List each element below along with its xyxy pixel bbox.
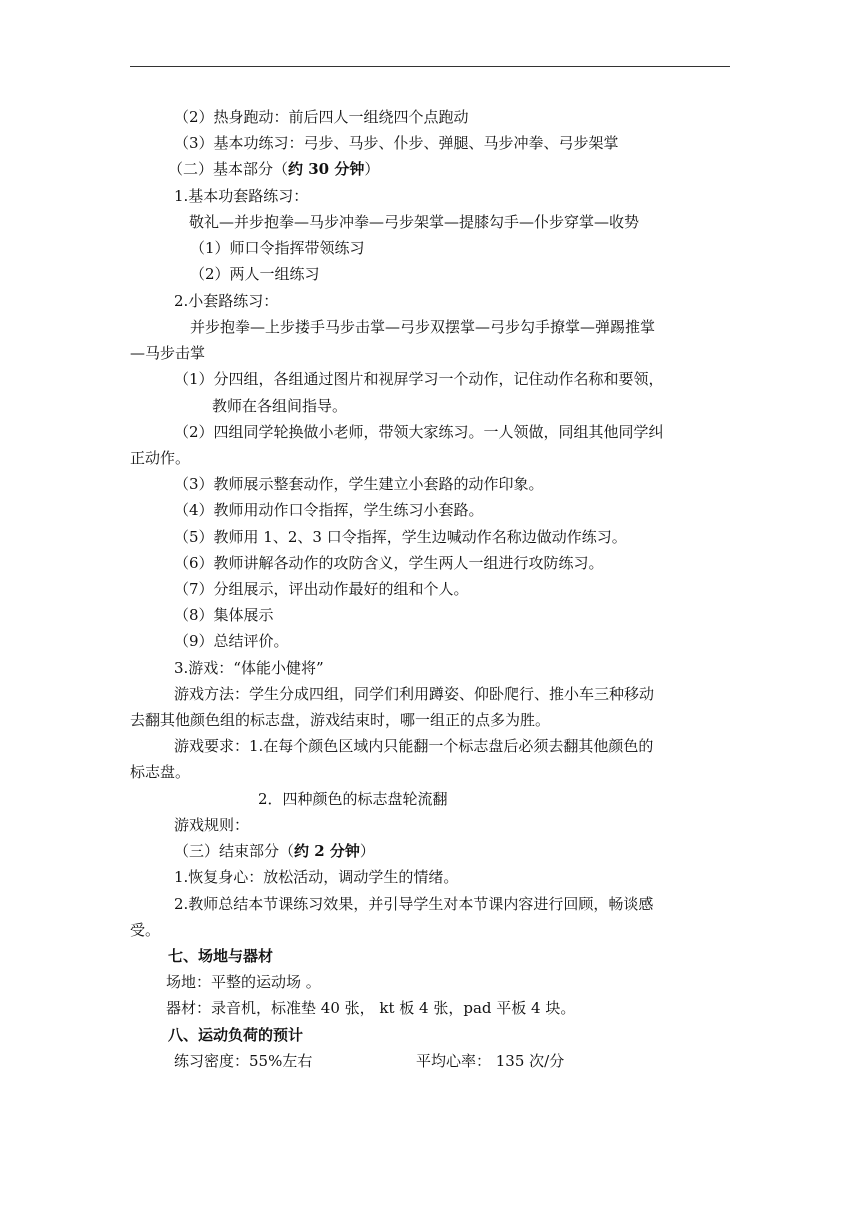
average-heart-rate: 平均心率： 135 次/分 xyxy=(416,1052,565,1070)
item-basic-routine: 1.基本功套路练习： xyxy=(174,187,309,205)
heading-exercise-load: 八、运动负荷的预计 xyxy=(168,1026,304,1044)
step-1-line-b: 教师在各组间指导。 xyxy=(212,397,348,415)
ending-item-2-line-a: 2.教师总结本节课练习效果，并引导学生对本节课内容进行回顾，畅谈感 xyxy=(174,895,654,913)
item-game: 3.游戏：“体能小健将” xyxy=(174,659,324,677)
small-routine-sequence-cont: —马步击掌 xyxy=(130,344,206,362)
basic-skills-line: （3）基本功练习：弓步、马步、仆步、弹腿、马步冲拳、弓步架掌 xyxy=(174,134,619,152)
game-method-line-a: 游戏方法：学生分成四组，同学们利用蹲姿、仰卧爬行、推小车三种移动 xyxy=(174,685,655,703)
game-requirement-line-a: 游戏要求：1.在每个颜色区域内只能翻一个标志盘后必须去翻其他颜色的 xyxy=(174,737,654,755)
warmup-run-line: （2）热身跑动：前后四人一组绕四个点跑动 xyxy=(174,108,469,126)
step-2-line-a: （2）四组同学轮换做小老师，带领大家练习。一人领做，同组其他同学纠 xyxy=(174,423,664,441)
ending-item-2-line-b: 受。 xyxy=(130,921,161,939)
routine-step-1: （1）师口令指挥带领练习 xyxy=(190,239,365,257)
routine-step-2: （2）两人一组练习 xyxy=(190,265,320,283)
section-ending-close: ） xyxy=(359,842,375,860)
equipment-line: 器材：录音机，标准垫 40 张， kt 板 4 张，pad 平板 4 块。 xyxy=(166,999,576,1017)
step-8: （8）集体展示 xyxy=(174,606,274,624)
step-3: （3）教师展示整套动作，学生建立小套路的动作印象。 xyxy=(174,475,544,493)
header-rule xyxy=(130,66,730,67)
section-ending-label: （三）结束部分（ xyxy=(174,842,295,860)
game-requirement-2: 2．四种颜色的标志盘轮流翻 xyxy=(258,790,448,808)
section-basic-close: ） xyxy=(364,160,380,178)
section-basic-label: （二）基本部分（ xyxy=(168,160,289,178)
game-requirement-line-b: 标志盘。 xyxy=(130,763,191,781)
section-ending-duration: 约 2 分钟 xyxy=(294,842,360,860)
step-7: （7）分组展示，评出动作最好的组和个人。 xyxy=(174,580,469,598)
step-9: （9）总结评价。 xyxy=(174,632,289,650)
section-basic-part xyxy=(168,159,379,179)
small-routine-sequence: 并步抱拳—上步搂手马步击掌—弓步双摆掌—弓步勾手撩掌—弹踢推掌 xyxy=(190,318,656,336)
section-basic-duration: 约 30 分钟 xyxy=(288,160,365,178)
game-rules: 游戏规则： xyxy=(174,816,250,834)
ending-item-1: 1.恢复身心：放松活动，调动学生的情绪。 xyxy=(174,868,459,886)
step-4: （4）教师用动作口令指挥，学生练习小套路。 xyxy=(174,501,484,519)
step-5: （5）教师用 1、2、3 口令指挥，学生边喊动作名称边做动作练习。 xyxy=(174,528,627,546)
heading-venue-equipment: 七、场地与器材 xyxy=(168,947,274,965)
step-1-line-a: （1）分四组，各组通过图片和视屏学习一个动作，记住动作名称和要领， xyxy=(174,370,664,388)
item-small-routine: 2.小套路练习： xyxy=(174,292,279,310)
section-ending-part xyxy=(174,841,375,861)
exercise-density: 练习密度：55%左右 xyxy=(174,1052,313,1070)
step-6: （6）教师讲解各动作的攻防含义，学生两人一组进行攻防练习。 xyxy=(174,554,604,572)
venue-line: 场地：平整的运动场 。 xyxy=(166,973,321,991)
step-2-line-b: 正动作。 xyxy=(130,449,191,467)
routine-sequence: 敬礼—并步抱拳—马步冲拳—弓步架掌—提膝勾手—仆步穿掌—收势 xyxy=(189,213,640,231)
game-method-line-b: 去翻其他颜色组的标志盘，游戏结束时，哪一组正的点多为胜。 xyxy=(130,711,551,729)
